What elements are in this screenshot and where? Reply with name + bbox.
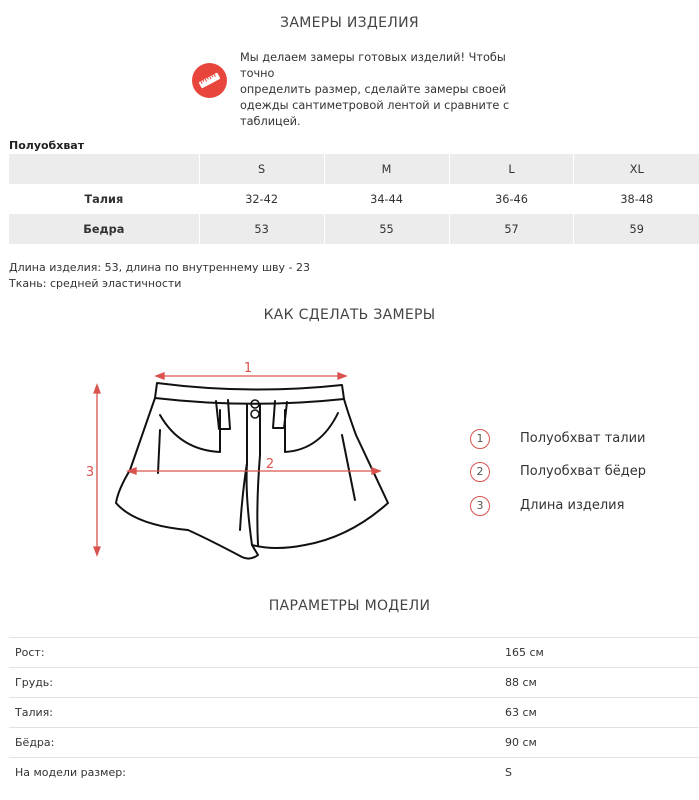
table-cell: 57: [449, 214, 574, 244]
table-row: [9, 184, 699, 214]
table-cell: 32-42: [199, 184, 324, 214]
shorts-diagram: [80, 355, 400, 560]
param-key: Рост:: [9, 638, 505, 668]
hips-mark: 2: [265, 457, 275, 472]
table-cell: 53: [199, 214, 324, 244]
legend-label: Полуобхват талии: [520, 431, 646, 446]
row-header-hips: Бедра: [9, 214, 199, 244]
intro-line: одежды сантиметровой лентой и сравните с: [240, 99, 510, 112]
table-row: [9, 758, 699, 788]
size-column-header: XL: [574, 154, 699, 184]
measuring-tape-icon: [192, 63, 227, 98]
table-cell: 34-44: [324, 184, 449, 214]
param-value: 165 см: [505, 638, 699, 668]
size-column-header: L: [449, 154, 574, 184]
row-header-waist: Талия: [9, 184, 199, 214]
table-row: [9, 214, 699, 244]
size-column-header: S: [199, 154, 324, 184]
param-key: Талия:: [9, 698, 505, 728]
table-cell: 59: [574, 214, 699, 244]
table-cell: 38-48: [620, 192, 654, 206]
size-table-label: Полуобхват: [9, 139, 85, 152]
size-table-corner: [9, 154, 199, 184]
param-key: Грудь:: [9, 668, 505, 698]
waist-mark: 1: [243, 361, 253, 376]
model-title: ПАРАМЕТРЫ МОДЕЛИ: [268, 598, 431, 614]
howto-title: КАК СДЕЛАТЬ ЗАМЕРЫ: [263, 307, 436, 323]
fabric-note: Ткань: средней эластичности: [9, 277, 182, 290]
table-cell: 55: [324, 214, 449, 244]
table-row: [9, 698, 699, 728]
legend-number-circle: 1: [470, 429, 490, 449]
size-column-header: M: [324, 154, 449, 184]
table-row: [9, 638, 699, 668]
intro-line: таблицей.: [240, 115, 301, 128]
param-value: 90 см: [505, 728, 699, 758]
model-params-table: [9, 637, 699, 788]
intro-line: определить размер, сделайте замеры своей: [240, 83, 507, 96]
length-note: Длина изделия: 53, длина по внутреннему шву - 23: [9, 261, 311, 274]
size-table-header-row: [9, 154, 699, 184]
button-icon: [251, 410, 259, 418]
legend-number-circle: 3: [470, 496, 490, 516]
intro-line: Мы делаем замеры готовых изделий! Чтобы точно: [240, 51, 506, 80]
param-key: Бёдра:: [9, 728, 505, 758]
page-title: ЗАМЕРЫ ИЗДЕЛИЯ: [280, 15, 419, 31]
legend-number-circle: 2: [470, 462, 490, 482]
legend-label: Полуобхват бёдер: [520, 464, 646, 479]
table-cell: 36-46: [449, 184, 574, 214]
param-key: На модели размер:: [9, 758, 505, 788]
table-row: [9, 668, 699, 698]
size-table: [9, 154, 699, 244]
table-row: [9, 728, 699, 758]
param-value: 63 см: [505, 698, 699, 728]
legend-label: Длина изделия: [520, 498, 625, 513]
param-value: 88 см: [505, 668, 699, 698]
param-value: S: [505, 758, 699, 788]
intro-text: [240, 50, 540, 130]
length-mark: 3: [85, 465, 95, 480]
